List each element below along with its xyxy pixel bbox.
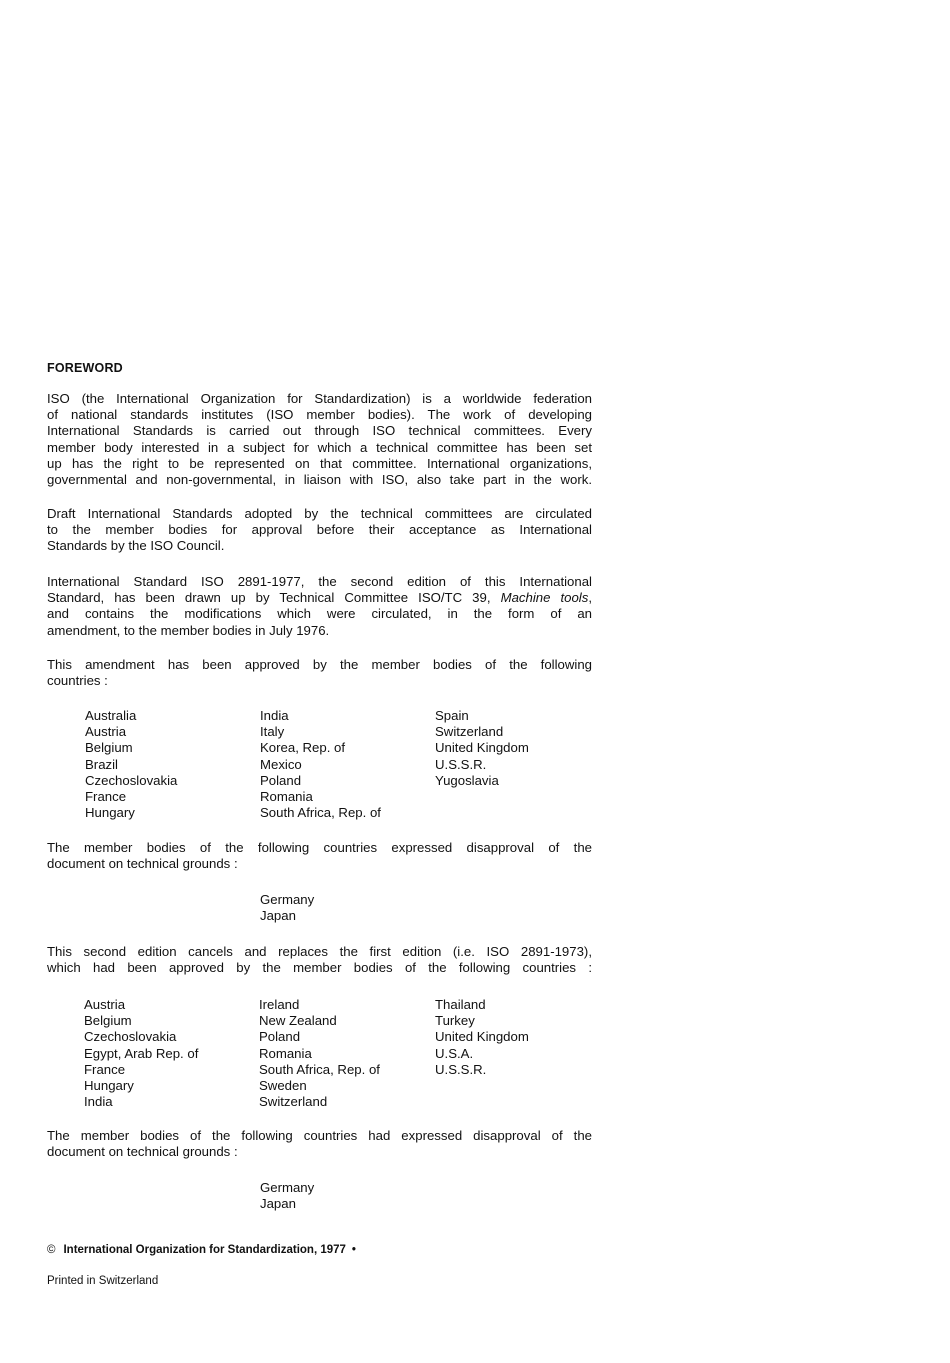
country-item: Sweden <box>259 1078 307 1094</box>
country-item: Belgium <box>85 740 133 756</box>
paragraph-line: International Standard ISO 2891-1977, the second edition of this International <box>47 574 592 589</box>
paragraph-line: This amendment has been approved by the member bodies of the following <box>47 657 592 672</box>
country-item: New Zealand <box>259 1013 337 1029</box>
paragraph-line: International Standards is carried out through ISO technical committees. Every <box>47 423 592 439</box>
bullet-icon: • <box>351 1244 356 1256</box>
paragraph-line: governmental and non-governmental, in liaison with ISO, also take part in the work. <box>47 472 592 488</box>
paragraph-line: The member bodies of the following countries had expressed disapproval of the <box>47 1128 592 1143</box>
country-item: France <box>85 789 127 805</box>
country-item: Australia <box>85 708 137 723</box>
paragraph-line: document on technical grounds : <box>47 856 238 872</box>
country-column <box>84 997 198 1110</box>
country-item: Switzerland <box>435 724 504 740</box>
country-column <box>435 997 529 1078</box>
paragraph-line: up has the right to be represented on that committee. International organizations, <box>47 455 592 471</box>
country-column <box>435 708 529 789</box>
country-item: United Kingdom <box>435 1029 529 1045</box>
committee-title: Machine tools <box>500 590 589 606</box>
country-column <box>260 708 381 821</box>
country-item: Korea, Rep. of <box>260 740 346 756</box>
country-item: South Africa, Rep. of <box>260 805 381 821</box>
country-item: Japan <box>260 1196 296 1212</box>
country-item: Poland <box>259 1029 301 1045</box>
paragraph-line: This second edition cancels and replaces the first edition (i.e. ISO 2891-1973), <box>47 944 592 959</box>
country-column <box>259 997 380 1110</box>
country-item: South Africa, Rep. of <box>259 1061 380 1077</box>
copyright-icon: © <box>47 1244 56 1256</box>
country-item: Romania <box>260 789 313 805</box>
copyright-text: International Organization for Standardization, 1977 <box>63 1244 346 1256</box>
country-item: India <box>260 708 289 723</box>
paragraph-line: The member bodies of the following countries expressed disapproval of the <box>47 840 592 855</box>
country-item: Yugoslavia <box>435 772 499 788</box>
country-item: U.S.S.R. <box>435 1061 487 1077</box>
country-item: Mexico <box>260 756 302 772</box>
country-item: Hungary <box>85 805 135 821</box>
country-item: Austria <box>84 997 126 1012</box>
country-item: Austria <box>85 724 127 740</box>
line-text: , <box>588 590 592 606</box>
amendment-disapproval-paragraph <box>47 840 592 872</box>
country-item: Hungary <box>84 1078 134 1094</box>
country-column <box>260 1180 314 1212</box>
paragraph-line: which had been approved by the member bodies of the following countries : <box>47 960 592 976</box>
country-item: Turkey <box>435 1013 475 1029</box>
country-item: U.S.A. <box>435 1045 474 1061</box>
country-item: Czechoslovakia <box>84 1029 177 1045</box>
paragraph-line: document on technical grounds : <box>47 1144 238 1160</box>
country-item: Italy <box>260 724 285 740</box>
amendment-approving-countries <box>47 708 592 823</box>
paragraph-line: amendment, to the member bodies in July 1976. <box>47 622 330 638</box>
paragraph-line <box>47 590 592 606</box>
draft-paragraph <box>47 506 592 555</box>
amendment-disapproving-countries <box>47 892 592 926</box>
paragraph-line: countries : <box>47 673 108 689</box>
country-item: Thailand <box>435 997 486 1012</box>
country-item: Romania <box>259 1045 312 1061</box>
country-item: Japan <box>260 908 296 924</box>
paragraph-line: and contains the modifications which were circulated, in the form of an <box>47 606 592 622</box>
paragraph-line: to the member bodies for approval before their acceptance as International <box>47 522 592 538</box>
foreword-heading: FOREWORD <box>47 361 123 375</box>
country-item: Germany <box>260 892 315 907</box>
line-text: Standard, has been drawn up by Technical Committee ISO/TC 39, <box>47 590 491 606</box>
country-item: Belgium <box>84 1013 132 1029</box>
country-item: India <box>84 1094 113 1110</box>
country-item: Switzerland <box>259 1094 328 1110</box>
country-item: U.S.S.R. <box>435 756 487 772</box>
paragraph-line: of national standards institutes (ISO member bodies). The work of developing <box>47 407 592 423</box>
country-item: Poland <box>260 772 302 788</box>
second-edition-paragraph <box>47 944 592 976</box>
country-item: United Kingdom <box>435 740 529 756</box>
country-item: France <box>84 1061 126 1077</box>
standard-paragraph <box>47 574 592 639</box>
paragraph-line: ISO (the International Organization for Standardization) is a worldwide federation <box>47 391 592 406</box>
country-item: Brazil <box>85 756 118 772</box>
country-column <box>260 892 314 924</box>
first-edition-disapproval-paragraph <box>47 1128 592 1160</box>
country-item: Spain <box>435 708 469 723</box>
first-edition-approving-countries <box>47 997 592 1112</box>
copyright-notice <box>47 1244 356 1256</box>
country-item: Egypt, Arab Rep. of <box>84 1045 199 1061</box>
first-edition-disapproving-countries <box>47 1180 592 1214</box>
intro-paragraph <box>47 391 592 488</box>
country-item: Ireland <box>259 997 300 1012</box>
paragraph-line: Draft International Standards adopted by the technical committees are circulated <box>47 506 592 521</box>
amendment-approval-paragraph <box>47 657 592 689</box>
printed-in-notice: Printed in Switzerland <box>47 1275 159 1287</box>
country-item: Czechoslovakia <box>85 772 178 788</box>
country-column <box>85 708 177 821</box>
paragraph-line: Standards by the ISO Council. <box>47 538 225 554</box>
paragraph-line: member body interested in a subject for which a technical committee has been set <box>47 439 592 455</box>
country-item: Germany <box>260 1180 315 1195</box>
